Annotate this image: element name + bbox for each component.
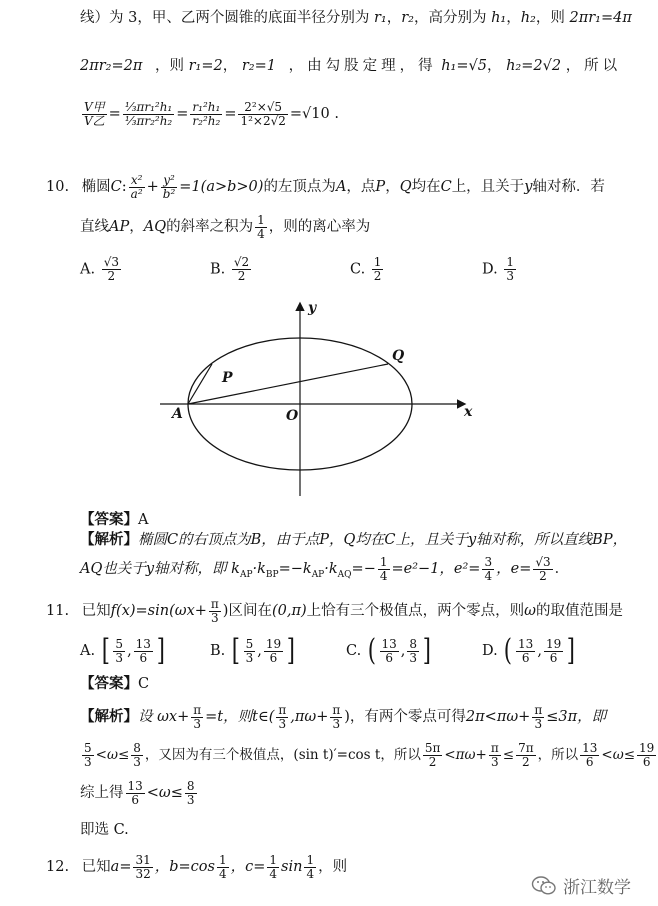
- q11-option-d[interactable]: D. ( $\frac{13}{6}$ , $\frac{19}{6}$ ]: [482, 633, 576, 668]
- watermark: [531, 873, 631, 898]
- q11-expl-line-4: 即选 C.: [80, 822, 129, 838]
- label-x: x: [464, 404, 473, 420]
- q11-expl-line-1: 【解析】设 ωx+ $\frac{\pi}{3}$ =t，则t∈( $\frac{\pi}{3}$ ,πω+ $\frac{\pi}{3}$ )，有两个零点可得2π<πω+ $\frac{\pi}{3}$ ≤3π，即: [80, 702, 607, 731]
- q11-answer-line: 【答案】C: [80, 675, 150, 692]
- q11-option-c[interactable]: C. ( $\frac{13}{6}$ , $\frac{8}{3}$ ]: [346, 633, 432, 668]
- q12-stem: 12. 已知a= $\frac{31}{32}$ ，b=cos $\frac{1}{4}$ ，c= $\frac{1}{4}$ sin $\frac{1}{4}$ ，则: [46, 852, 348, 881]
- q10-number: 10.: [46, 179, 70, 195]
- line-ap: [188, 364, 212, 404]
- q11-stem: 11. 已知f(x)=sin(ωx+ $\frac{\pi}{3}$ )区间在(0,π)上恰有三个极值点，两个零点，则ω的取值范围是: [46, 596, 623, 625]
- line-aq: [188, 364, 388, 404]
- q12-number: 12.: [46, 859, 70, 875]
- label-y: y: [308, 300, 317, 316]
- q11-answer: C: [138, 676, 150, 692]
- watermark-text: 浙江数学: [563, 878, 631, 898]
- prev-line-1: 线）为 3，甲、乙两个圆锥的底面半径分别为 r₁，r₂，高分别为 h₁，h₂，则 2πr₁=4π: [80, 10, 632, 26]
- ratio-lhs: $\frac{\text{V甲}}{\text{V乙}}$: [84, 99, 105, 128]
- label-o: O: [286, 408, 299, 424]
- ratio-values: $\frac{\text{2²×√5}}{\text{1²×2√2}}$: [240, 99, 286, 128]
- q11-expl-line-3: 综上得 $\frac{13}{6}$ <ω≤ $\frac{8}{3}$: [80, 778, 195, 807]
- label-q: Q: [392, 348, 405, 364]
- q10-option-a[interactable]: A. $\frac{√3}{2}$: [80, 255, 119, 283]
- q10-stem-line-1: 10. 椭圆C: $\frac{\text{x²}}{\text{a²}}$ + $\frac{\text{y²}}{\text{b²}}$ =1(a>b>0)的左顶点为A，点P，Q均在C上，且关于y轴对称．若: [46, 172, 605, 201]
- prev-ratio-line: $\frac{\text{V甲}}{\text{V乙}}$ = $\frac{\text{⅓πr₁²h₁}}{\text{⅓πr₂²h₂}}$ = $\frac{\text{r₁²h₁}}{\text{r₂²h₂}}$ = $\frac{\text{2²×√5}}{\text{1²×2√2}}$ =√10 .: [84, 99, 339, 128]
- q10-expl-line-2: AQ也关于y轴对称，即 $k_{AP}\cdot k_{BP}=-k_{AP}\cdot k_{AQ}=-$ $\frac{1}{4}$ =e²−1，e²= $\frac{3}{4}$ ，e= $\frac{√3}{2}$ ．: [80, 554, 570, 583]
- wechat-icon: [531, 875, 557, 897]
- ratio-mid: $\frac{\text{⅓πr₁²h₁}}{\text{⅓πr₂²h₂}}$: [124, 99, 173, 128]
- prev-line-2: 2πr₂=2π ，则 r₁=2， r₂=1 ，由勾股定理，得 h₁=√5， h₂=2√2 ，所以: [80, 58, 622, 74]
- q10-option-c[interactable]: C. $\frac{1}{2}$: [350, 255, 382, 283]
- q10-stem-line-2: 直线AP，AQ的斜率之积为 $\frac{1}{4}$ ，则的离心率为: [80, 212, 371, 241]
- q10-answer: A: [138, 512, 149, 528]
- q10-expl-line-1: 【解析】椭圆C的右顶点为B，由于点P，Q均在C上，且关于y轴对称，所以直线BP，: [80, 531, 628, 548]
- q11-option-b[interactable]: B. [ $\frac{5}{3}$ , $\frac{19}{6}$ ]: [210, 633, 296, 668]
- q11-number: 11.: [46, 603, 70, 619]
- q10-option-d[interactable]: D. $\frac{1}{3}$: [482, 255, 514, 283]
- label-a: A: [172, 406, 183, 422]
- ratio-simplified: $\frac{\text{r₁²h₁}}{\text{r₂²h₂}}$: [192, 99, 221, 128]
- q10-answer-line: 【答案】A: [80, 511, 149, 528]
- q11-expl-line-2: $\frac{5}{3}$ <ω≤ $\frac{8}{3}$ ，又因为有三个极值点，(sin t)′=cos t，所以 $\frac{5\pi}{2}$ <πω+ $\frac{\pi}{3}$ ≤ $\frac{7\pi}{2}$ ，所以 $\frac{13}{6}$ <ω≤ $\frac{19}{6}$: [84, 741, 655, 769]
- label-p: P: [222, 370, 233, 386]
- q11-option-a[interactable]: A. [ $\frac{5}{3}$ , $\frac{13}{6}$ ]: [80, 633, 165, 668]
- ellipse-figure: [150, 298, 480, 502]
- q10-option-b[interactable]: B. $\frac{√2}{2}$: [210, 255, 250, 283]
